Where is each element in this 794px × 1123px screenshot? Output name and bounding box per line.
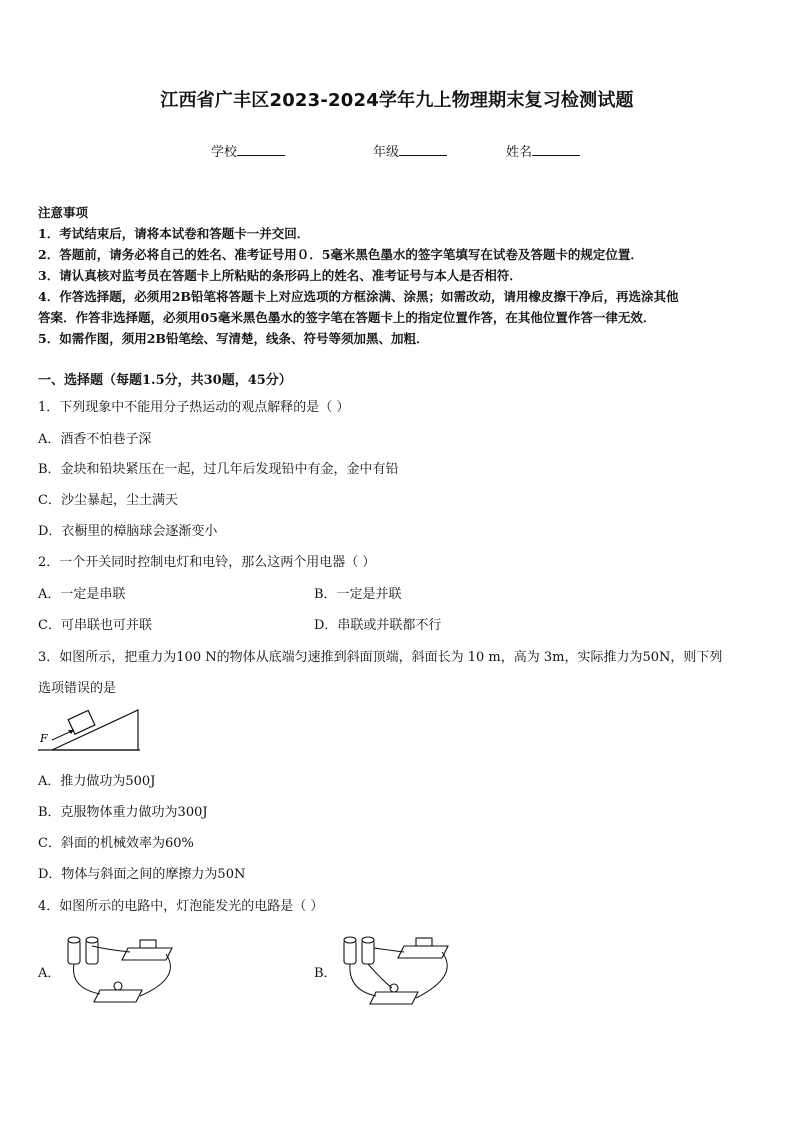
question-4-option-b: B．: [314, 966, 337, 981]
school-label: 学校: [211, 145, 238, 160]
question-4-stem: 4．如图所示的电路中，灯泡能发光的电路是（ ）: [38, 899, 324, 914]
grade-label: 年级: [373, 145, 400, 160]
question-3-option-b: B．克服物体重力做功为300J: [38, 805, 208, 820]
question-3-option-c: C．斜面的机械效率为60%: [38, 836, 194, 851]
question-3-option-d: D．物体与斜面之间的摩擦力为50N: [38, 867, 246, 882]
note-item: 1．考试结束后，请将本试卷和答题卡一并交回．: [38, 226, 310, 241]
name-field: [506, 141, 580, 160]
school-field: [211, 141, 285, 160]
school-blank: [237, 144, 285, 156]
question-3-stem: 3．如图所示，把重力为100 N的物体从底端匀速推到斜面顶端，斜面长为 10 m，高为 3m，实际推力为50N，则下列: [38, 650, 723, 665]
question-2-option-c: C．可串联也可并联: [38, 618, 152, 633]
question-3-stem-cont: 选项错误的是: [38, 681, 117, 696]
question-1-option-a: A．酒香不怕巷子深: [38, 432, 152, 447]
grade-field: [373, 141, 447, 160]
section-heading: 一、选择题（每题1.5分，共30题，45分）: [38, 373, 292, 388]
page-title: 江西省广丰区2023-2024学年九上物理期末复习检测试题: [160, 90, 634, 111]
grade-blank: [399, 144, 447, 156]
question-2-option-a: A．一定是串联: [38, 587, 126, 602]
question-2-option-d: D．串联或并联都不行: [314, 618, 442, 633]
note-item: 5．如需作图，须用2B铅笔绘、写清楚，线条、符号等须加黑、加粗．: [38, 331, 429, 346]
note-item: 3．请认真核对监考员在答题卡上所粘贴的条形码上的姓名、准考证号与本人是否相符．: [38, 268, 522, 283]
circuit-a-figure: [60, 928, 184, 1012]
question-1-option-c: C．沙尘暴起，尘土满天: [38, 493, 178, 508]
note-item: 4．作答选择题，必须用2B铅笔将答题卡上对应选项的方框涂满、涂黑；如需改动，请用橡皮擦干净后，再选涂其他: [38, 289, 679, 304]
question-2-stem: 2．一个开关同时控制电灯和电铃，那么这两个用电器（ ）: [38, 555, 376, 570]
question-4-option-a: A．: [38, 966, 61, 981]
incline-figure: [38, 704, 142, 756]
circuit-b-figure: [336, 928, 460, 1012]
name-label: 姓名: [506, 145, 533, 160]
question-1-option-b: B．金块和铅块紧压在一起，过几年后发现铅中有金，金中有铅: [38, 462, 399, 477]
question-3-option-a: A．推力做功为500J: [38, 774, 156, 789]
name-blank: [532, 144, 580, 156]
question-1-option-d: D．衣橱里的樟脑球会逐渐变小: [38, 524, 218, 539]
notes-heading: 注意事项: [38, 205, 89, 220]
note-item: 答案．作答非选择题，必须用05毫米黑色墨水的签字笔在答题卡上的指定位置作答，在其他位置作答一律无效．: [38, 310, 656, 325]
force-label: F: [40, 732, 48, 745]
question-2-option-b: B．一定是并联: [314, 587, 402, 602]
question-1-stem: 1．下列现象中不能用分子热运动的观点解释的是（ ）: [38, 400, 350, 415]
note-item: 2．答题前，请务必将自己的姓名、准考证号用０．5毫米黑色墨水的签字笔填写在试卷及答题卡的规定位置．: [38, 247, 643, 262]
